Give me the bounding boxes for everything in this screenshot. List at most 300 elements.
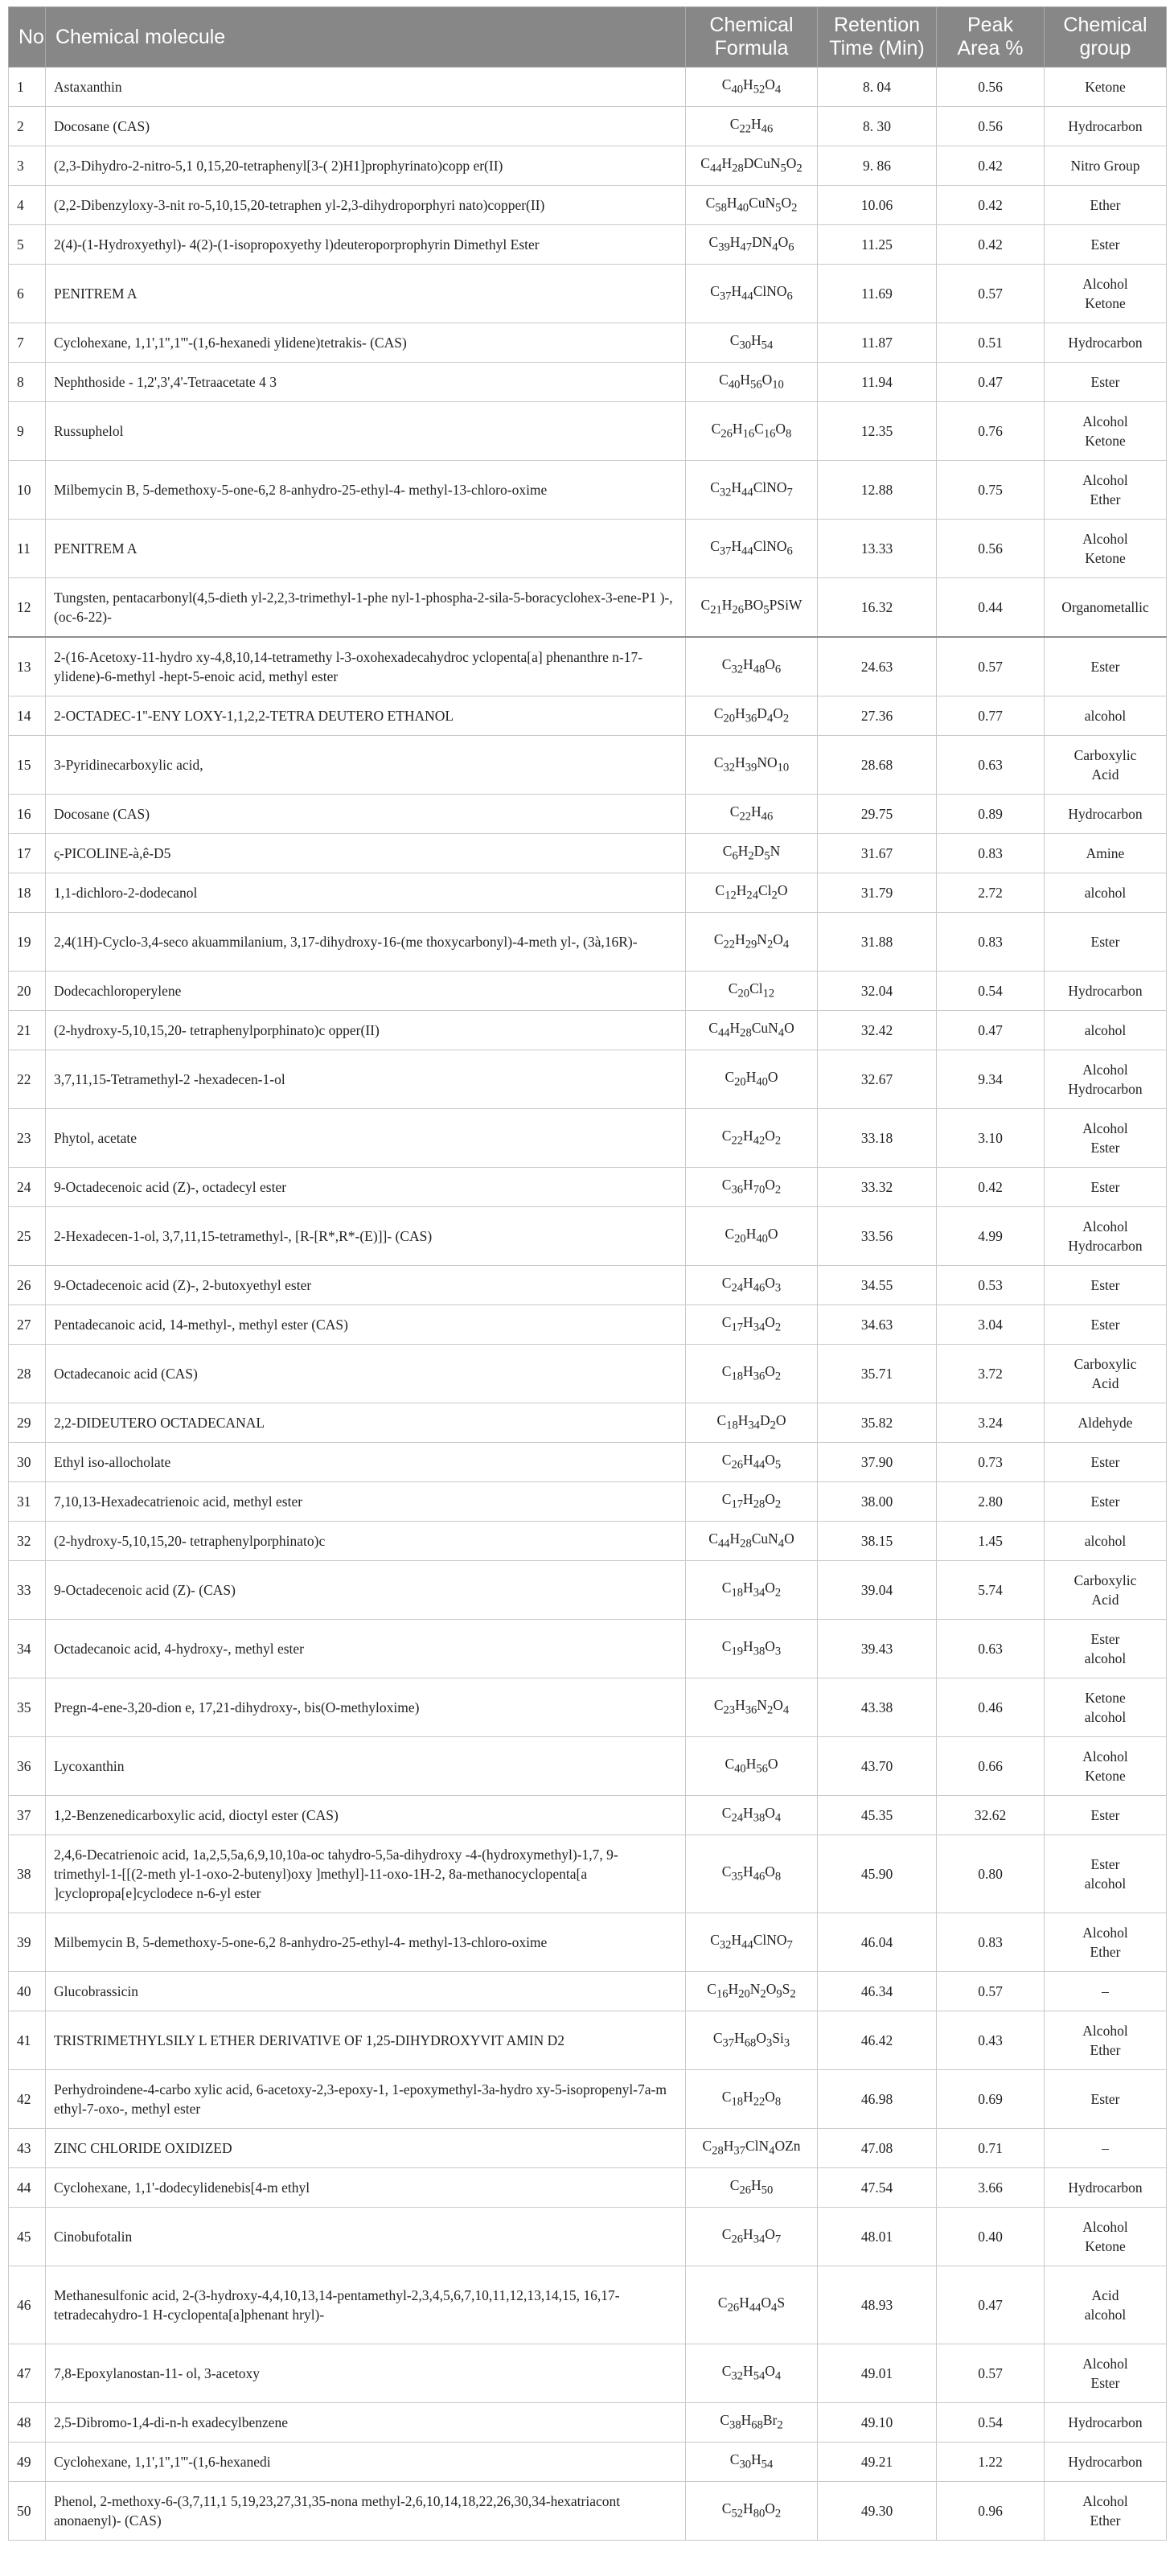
cell-no: 45 — [9, 2208, 46, 2266]
chemical-group-label: Alcohol — [1082, 1218, 1128, 1235]
cell-chemical-molecule: PENITREM A — [46, 520, 686, 578]
cell-no: 2 — [9, 107, 46, 146]
cell-no: 5 — [9, 225, 46, 265]
cell-no: 39 — [9, 1913, 46, 1972]
table-row — [9, 578, 1167, 638]
cell-chemical-group — [1045, 520, 1167, 578]
chemical-group-label: Ether — [1090, 1944, 1121, 1960]
cell-retention-time: 28.68 — [818, 736, 937, 795]
cell-chemical-formula: $C_6H_2D_5N$ — [686, 834, 818, 873]
table-row — [9, 186, 1167, 225]
cell-chemical-formula: $C_{24}H_{38}O_4$ — [686, 1796, 818, 1835]
table-row — [9, 1482, 1167, 1522]
cell-chemical-molecule: Lycoxanthin — [46, 1737, 686, 1796]
cell-peak-area: 5.74 — [937, 1561, 1045, 1620]
cell-chemical-molecule: 3,7,11,15-Tetramethyl-2 -hexadecen-1-ol — [46, 1050, 686, 1109]
cell-retention-time: 43.70 — [818, 1737, 937, 1796]
table-row — [9, 1972, 1167, 2011]
cell-chemical-formula: $C_{26}H_{34}O_7$ — [686, 2208, 818, 2266]
table-row — [9, 68, 1167, 107]
cell-peak-area: 0.42 — [937, 146, 1045, 186]
chemical-group-label: Carboxylic — [1073, 1572, 1137, 1588]
cell-retention-time: 16.32 — [818, 578, 937, 638]
chemical-group-label: Ketone — [1085, 79, 1126, 95]
header-retention-line2: Time (Min) — [829, 37, 925, 60]
chemical-group-label: Hydrocarbon — [1068, 335, 1143, 351]
cell-no: 19 — [9, 913, 46, 972]
cell-chemical-molecule: (2-hydroxy-5,10,15,20- tetraphenylporphinato)c opper(II) — [46, 1011, 686, 1050]
table-row — [9, 2011, 1167, 2070]
cell-peak-area: 0.75 — [937, 461, 1045, 520]
cell-retention-time: 46.04 — [818, 1913, 937, 1972]
table-row — [9, 402, 1167, 461]
cell-retention-time: 39.04 — [818, 1561, 937, 1620]
cell-chemical-molecule: Milbemycin B, 5-demethoxy-5-one-6,2 8-anhydro-25-ethyl-4- methyl-13-chloro-oxime — [46, 1913, 686, 1972]
chemical-group-label: Hydrocarbon — [1068, 1238, 1143, 1254]
cell-peak-area: 2.80 — [937, 1482, 1045, 1522]
cell-retention-time: 48.01 — [818, 2208, 937, 2266]
cell-chemical-formula: $C_{26}H_{50}$ — [686, 2168, 818, 2208]
cell-no: 23 — [9, 1109, 46, 1168]
table-row — [9, 1050, 1167, 1109]
cell-chemical-molecule: Octadecanoic acid, 4-hydroxy-, methyl ester — [46, 1620, 686, 1678]
cell-chemical-formula: $C_{40}H_{56}O_{10}$ — [686, 363, 818, 402]
cell-no: 12 — [9, 578, 46, 638]
cell-peak-area: 0.96 — [937, 2482, 1045, 2541]
chemical-group-label: Acid — [1091, 1592, 1119, 1608]
cell-chemical-molecule: 2,4(1H)-Cyclo-3,4-seco akuammilanium, 3,17-dihydroxy-16-(me thoxycarbonyl)-4-meth yl-, (3à,16R)- — [46, 913, 686, 972]
chemical-group-label: alcohol — [1084, 1533, 1127, 1549]
table-row — [9, 1796, 1167, 1835]
cell-chemical-group — [1045, 186, 1167, 225]
chemical-group-label: Ester — [1090, 1454, 1120, 1470]
cell-retention-time: 49.01 — [818, 2344, 937, 2403]
cell-peak-area: 0.56 — [937, 68, 1045, 107]
cell-retention-time: 27.36 — [818, 696, 937, 736]
cell-no: 3 — [9, 146, 46, 186]
cell-chemical-formula: $C_{44}H_{28}DCuN_5O_2$ — [686, 146, 818, 186]
cell-no: 41 — [9, 2011, 46, 2070]
cell-retention-time: 11.94 — [818, 363, 937, 402]
table-row — [9, 225, 1167, 265]
chemical-group-label: alcohol — [1084, 1876, 1127, 1892]
cell-no: 48 — [9, 2403, 46, 2442]
cell-peak-area: 1.22 — [937, 2442, 1045, 2482]
cell-chemical-formula: $C_{32}H_{44}ClNO_7$ — [686, 1913, 818, 1972]
cell-chemical-molecule: Cinobufotalin — [46, 2208, 686, 2266]
cell-no: 46 — [9, 2266, 46, 2344]
cell-chemical-molecule: 9-Octadecenoic acid (Z)-, octadecyl ester — [46, 1168, 686, 1207]
chemical-group-label: Alcohol — [1082, 1120, 1128, 1136]
table-row — [9, 2403, 1167, 2442]
table-row — [9, 2208, 1167, 2266]
table-row — [9, 2168, 1167, 2208]
cell-peak-area: 0.89 — [937, 795, 1045, 834]
cell-chemical-group — [1045, 1561, 1167, 1620]
cell-no: 21 — [9, 1011, 46, 1050]
chemical-group-label: Alcohol — [1082, 2023, 1128, 2039]
cell-peak-area: 3.66 — [937, 2168, 1045, 2208]
cell-retention-time: 8. 04 — [818, 68, 937, 107]
cell-chemical-formula: $C_{26}H_{44}O_5$ — [686, 1443, 818, 1482]
table-row — [9, 1011, 1167, 1050]
cell-no: 38 — [9, 1835, 46, 1913]
cell-chemical-formula: $C_{38}H_{68}Br_2$ — [686, 2403, 818, 2442]
cell-peak-area: 0.43 — [937, 2011, 1045, 2070]
cell-chemical-formula: $C_{32}H_{48}O_6$ — [686, 637, 818, 696]
table-body — [9, 68, 1167, 2541]
cell-chemical-group — [1045, 2011, 1167, 2070]
cell-retention-time: 33.56 — [818, 1207, 937, 1266]
table-row — [9, 834, 1167, 873]
cell-peak-area: 4.99 — [937, 1207, 1045, 1266]
header-area-line2: Area % — [957, 37, 1024, 60]
header-formula-line2: Formula — [714, 37, 789, 60]
cell-retention-time: 33.32 — [818, 1168, 937, 1207]
header-retention-time — [818, 7, 937, 68]
chemical-group-label: Alcohol — [1082, 2356, 1128, 2372]
cell-chemical-group — [1045, 146, 1167, 186]
cell-chemical-formula: $C_{18}H_{34}O_2$ — [686, 1561, 818, 1620]
cell-no: 15 — [9, 736, 46, 795]
cell-chemical-molecule: Cyclohexane, 1,1'-dodecylidenebis[4-m ethyl — [46, 2168, 686, 2208]
cell-retention-time: 49.21 — [818, 2442, 937, 2482]
cell-chemical-molecule: 2,2-DIDEUTERO OCTADECANAL — [46, 1403, 686, 1443]
cell-peak-area: 0.57 — [937, 265, 1045, 323]
cell-retention-time: 47.08 — [818, 2129, 937, 2168]
cell-no: 25 — [9, 1207, 46, 1266]
cell-chemical-group — [1045, 2168, 1167, 2208]
header-no: No — [9, 7, 46, 68]
table-row — [9, 1913, 1167, 1972]
cell-chemical-group — [1045, 225, 1167, 265]
cell-peak-area: 0.83 — [937, 834, 1045, 873]
cell-peak-area: 0.57 — [937, 637, 1045, 696]
header-peak-area — [937, 7, 1045, 68]
table-row — [9, 461, 1167, 520]
cell-no: 42 — [9, 2070, 46, 2129]
cell-chemical-group — [1045, 2403, 1167, 2442]
chemical-group-label: Acid — [1091, 766, 1119, 783]
cell-retention-time: 13.33 — [818, 520, 937, 578]
cell-chemical-group — [1045, 1443, 1167, 1482]
header-formula-line1: Chemical — [709, 14, 794, 36]
cell-retention-time: 43.38 — [818, 1678, 937, 1737]
chemical-group-label: Ketone — [1085, 2238, 1126, 2254]
cell-chemical-molecule: (2,3-Dihydro-2-nitro-5,1 0,15,20-tetraphenyl[3-( 2)H1]prophyrinato)copp er(II) — [46, 146, 686, 186]
chemical-group-label: Ester — [1090, 374, 1120, 390]
cell-no: 32 — [9, 1522, 46, 1561]
chemical-group-label: Ether — [1090, 2042, 1121, 2058]
cell-chemical-formula: $C_{17}H_{34}O_2$ — [686, 1305, 818, 1345]
table-row — [9, 363, 1167, 402]
cell-chemical-molecule: Astaxanthin — [46, 68, 686, 107]
cell-chemical-molecule: Milbemycin B, 5-demethoxy-5-one-6,2 8-anhydro-25-ethyl-4- methyl-13-chloro-oxime — [46, 461, 686, 520]
table-row — [9, 1620, 1167, 1678]
table-row — [9, 146, 1167, 186]
cell-retention-time: 9. 86 — [818, 146, 937, 186]
cell-retention-time: 31.88 — [818, 913, 937, 972]
chemical-group-label: Ester — [1090, 934, 1120, 950]
chemical-group-label: alcohol — [1084, 708, 1127, 724]
cell-chemical-formula: $C_{40}H_{52}O_4$ — [686, 68, 818, 107]
chemical-group-label: Carboxylic — [1073, 747, 1137, 763]
table-row — [9, 323, 1167, 363]
chemical-group-label: Ether — [1090, 197, 1121, 213]
cell-chemical-formula: $C_{44}H_{28}CuN_4O$ — [686, 1522, 818, 1561]
chemical-group-label: alcohol — [1084, 1022, 1127, 1038]
chemical-group-label: Hydrocarbon — [1068, 2414, 1143, 2430]
cell-no: 31 — [9, 1482, 46, 1522]
cell-chemical-molecule: Docosane (CAS) — [46, 795, 686, 834]
cell-retention-time: 46.42 — [818, 2011, 937, 2070]
cell-peak-area: 2.72 — [937, 873, 1045, 913]
cell-chemical-molecule: 1,1-dichloro-2-dodecanol — [46, 873, 686, 913]
cell-chemical-group — [1045, 1266, 1167, 1305]
table-row — [9, 1345, 1167, 1403]
table-row — [9, 520, 1167, 578]
cell-peak-area: 9.34 — [937, 1050, 1045, 1109]
cell-chemical-group — [1045, 2344, 1167, 2403]
cell-chemical-group — [1045, 578, 1167, 638]
cell-peak-area: 3.04 — [937, 1305, 1045, 1345]
cell-chemical-molecule: Pentadecanoic acid, 14-methyl-, methyl ester (CAS) — [46, 1305, 686, 1345]
cell-retention-time: 35.82 — [818, 1403, 937, 1443]
chemical-group-label: Acid — [1091, 1375, 1119, 1391]
cell-no: 20 — [9, 972, 46, 1011]
chemical-group-label: Ketone — [1085, 433, 1126, 449]
cell-peak-area: 0.83 — [937, 1913, 1045, 1972]
chemical-group-label: Aldehyde — [1078, 1415, 1133, 1431]
header-area-line1: Peak — [967, 14, 1013, 36]
cell-retention-time: 31.79 — [818, 873, 937, 913]
chemical-group-label: alcohol — [1084, 2307, 1127, 2323]
cell-no: 7 — [9, 323, 46, 363]
chemical-group-label: Alcohol — [1082, 413, 1128, 429]
cell-chemical-group — [1045, 1207, 1167, 1266]
cell-no: 13 — [9, 637, 46, 696]
cell-retention-time: 38.15 — [818, 1522, 937, 1561]
cell-chemical-molecule: ς-PICOLINE-à,ê-D5 — [46, 834, 686, 873]
cell-retention-time: 34.55 — [818, 1266, 937, 1305]
cell-chemical-group — [1045, 2266, 1167, 2344]
table-row — [9, 1403, 1167, 1443]
cell-no: 4 — [9, 186, 46, 225]
cell-peak-area: 0.63 — [937, 1620, 1045, 1678]
cell-chemical-molecule: Russuphelol — [46, 402, 686, 461]
cell-chemical-formula: $C_{26}H_{16}C_{16}O_8$ — [686, 402, 818, 461]
cell-peak-area: 0.51 — [937, 323, 1045, 363]
cell-peak-area: 0.66 — [937, 1737, 1045, 1796]
cell-no: 27 — [9, 1305, 46, 1345]
cell-peak-area: 0.54 — [937, 972, 1045, 1011]
cell-peak-area: 0.57 — [937, 1972, 1045, 2011]
cell-retention-time: 11.87 — [818, 323, 937, 363]
cell-chemical-formula: $C_{30}H_{54}$ — [686, 323, 818, 363]
cell-peak-area: 3.72 — [937, 1345, 1045, 1403]
cell-no: 16 — [9, 795, 46, 834]
cell-retention-time: 45.35 — [818, 1796, 937, 1835]
cell-retention-time: 10.06 — [818, 186, 937, 225]
cell-chemical-group — [1045, 107, 1167, 146]
chemical-group-label: Ether — [1090, 491, 1121, 507]
table-row — [9, 1678, 1167, 1737]
cell-no: 8 — [9, 363, 46, 402]
cell-chemical-molecule: Cyclohexane, 1,1',1'',1'''-(1,6-hexanedi ylidene)tetrakis- (CAS) — [46, 323, 686, 363]
chemical-group-label: Hydrocarbon — [1068, 118, 1143, 134]
cell-chemical-molecule: Cyclohexane, 1,1',1'',1'''-(1,6-hexanedi — [46, 2442, 686, 2482]
cell-chemical-molecule: ZINC CHLORIDE OXIDIZED — [46, 2129, 686, 2168]
cell-chemical-group — [1045, 1796, 1167, 1835]
cell-chemical-molecule: 2,5-Dibromo-1,4-di-n-h exadecylbenzene — [46, 2403, 686, 2442]
chemical-group-label: Alcohol — [1082, 2219, 1128, 2235]
cell-chemical-group — [1045, 265, 1167, 323]
cell-peak-area: 0.46 — [937, 1678, 1045, 1737]
cell-chemical-formula: $C_{22}H_{46}$ — [686, 107, 818, 146]
cell-chemical-group — [1045, 1011, 1167, 1050]
cell-chemical-molecule: 9-Octadecenoic acid (Z)- (CAS) — [46, 1561, 686, 1620]
cell-chemical-group — [1045, 1109, 1167, 1168]
cell-chemical-group — [1045, 2208, 1167, 2266]
table-row — [9, 2482, 1167, 2541]
cell-peak-area: 3.24 — [937, 1403, 1045, 1443]
table-row — [9, 1207, 1167, 1266]
cell-chemical-group — [1045, 1305, 1167, 1345]
cell-chemical-formula: $C_{22}H_{46}$ — [686, 795, 818, 834]
cell-retention-time: 12.35 — [818, 402, 937, 461]
cell-no: 33 — [9, 1561, 46, 1620]
cell-peak-area: 0.47 — [937, 1011, 1045, 1050]
cell-no: 37 — [9, 1796, 46, 1835]
cell-no: 10 — [9, 461, 46, 520]
cell-retention-time: 47.54 — [818, 2168, 937, 2208]
table-row — [9, 2266, 1167, 2344]
chemical-group-label: Ketone — [1085, 550, 1126, 566]
cell-chemical-formula: $C_{28}H_{37}ClN_4OZn$ — [686, 2129, 818, 2168]
cell-chemical-group — [1045, 972, 1167, 1011]
cell-chemical-formula: $C_{37}H_{44}ClNO_6$ — [686, 265, 818, 323]
table-row — [9, 107, 1167, 146]
chemical-group-label: Ester — [1090, 1856, 1120, 1872]
cell-chemical-molecule: 1,2-Benzenedicarboxylic acid, dioctyl ester (CAS) — [46, 1796, 686, 1835]
cell-no: 43 — [9, 2129, 46, 2168]
cell-retention-time: 12.88 — [818, 461, 937, 520]
cell-peak-area: 1.45 — [937, 1522, 1045, 1561]
cell-retention-time: 39.43 — [818, 1620, 937, 1678]
chemical-group-label: Carboxylic — [1073, 1356, 1137, 1372]
cell-retention-time: 46.98 — [818, 2070, 937, 2129]
cell-peak-area: 0.80 — [937, 1835, 1045, 1913]
chemical-group-label: Hydrocarbon — [1068, 2454, 1143, 2470]
chemical-group-label: Alcohol — [1082, 1748, 1128, 1765]
cell-peak-area: 0.57 — [937, 2344, 1045, 2403]
table-row — [9, 1305, 1167, 1345]
cell-chemical-group — [1045, 834, 1167, 873]
table-row — [9, 265, 1167, 323]
chemical-group-label: alcohol — [1084, 885, 1127, 901]
cell-peak-area: 0.73 — [937, 1443, 1045, 1482]
cell-chemical-formula: $C_{21}H_{26}BO_5PSiW$ — [686, 578, 818, 638]
table-row — [9, 913, 1167, 972]
cell-chemical-molecule: PENITREM A — [46, 265, 686, 323]
cell-chemical-molecule: Tungsten, pentacarbonyl(4,5-dieth yl-2,2,3-trimethyl-1-phe nyl-1-phospha-2-sila-5-boracyclohex-3-ene-P1 )-, (oc-6-22)- — [46, 578, 686, 638]
cell-chemical-molecule: 2,4,6-Decatrienoic acid, 1a,2,5,5a,6,9,10,10a-oc tahydro-5,5a-dihydroxy -4-(hydroxymethyl)-1,7, 9-trimethyl-1-[[(2-meth yl-1-oxo-2-butenyl)oxy ]methyl]-11-oxo-1H-2, 8a-methanocyclopenta[a ]cyclopropa[e]cyclodece n-6-yl ester — [46, 1835, 686, 1913]
chemical-group-label: Organometallic — [1061, 599, 1149, 615]
cell-chemical-group — [1045, 1168, 1167, 1207]
cell-chemical-formula: $C_{19}H_{38}O_3$ — [686, 1620, 818, 1678]
cell-peak-area: 3.10 — [937, 1109, 1045, 1168]
chemical-group-label: Ester — [1090, 2375, 1120, 2391]
cell-no: 29 — [9, 1403, 46, 1443]
chemical-group-label: Ester — [1090, 1807, 1120, 1823]
cell-chemical-group — [1045, 68, 1167, 107]
table-row — [9, 972, 1167, 1011]
cell-no: 14 — [9, 696, 46, 736]
cell-chemical-formula: $C_{52}H_{80}O_2$ — [686, 2482, 818, 2541]
cell-chemical-formula: $C_{32}H_{44}ClNO_7$ — [686, 461, 818, 520]
table-row — [9, 1266, 1167, 1305]
cell-chemical-molecule: Methanesulfonic acid, 2-(3-hydroxy-4,4,10,13,14-pentamethyl-2,3,4,5,6,7,10,11,12,13,14,15, 16,17-tetradecahydro-1 H-cyclopenta[a]phenant hryl)- — [46, 2266, 686, 2344]
cell-peak-area: 0.53 — [937, 1266, 1045, 1305]
cell-chemical-formula: $C_{17}H_{28}O_2$ — [686, 1482, 818, 1522]
cell-chemical-formula: $C_{23}H_{36}N_2O_4$ — [686, 1678, 818, 1737]
cell-retention-time: 29.75 — [818, 795, 937, 834]
cell-chemical-formula: $C_{18}H_{34}D_2O$ — [686, 1403, 818, 1443]
cell-peak-area: 0.83 — [937, 913, 1045, 972]
chemical-group-label: alcohol — [1084, 1709, 1127, 1725]
chemical-group-label: Ketone — [1085, 295, 1126, 311]
cell-peak-area: 0.77 — [937, 696, 1045, 736]
cell-chemical-formula: $C_{44}H_{28}CuN_4O$ — [686, 1011, 818, 1050]
cell-chemical-molecule: 7,10,13-Hexadecatrienoic acid, methyl ester — [46, 1482, 686, 1522]
cell-chemical-formula: $C_{26}H_{44}O_4S$ — [686, 2266, 818, 2344]
cell-peak-area: 0.56 — [937, 107, 1045, 146]
cell-retention-time: 38.00 — [818, 1482, 937, 1522]
table-row — [9, 696, 1167, 736]
chemical-group-label: Hydrocarbon — [1068, 2180, 1143, 2196]
table-row — [9, 2442, 1167, 2482]
cell-peak-area: 0.69 — [937, 2070, 1045, 2129]
table-row — [9, 1109, 1167, 1168]
cell-chemical-molecule: Phytol, acetate — [46, 1109, 686, 1168]
cell-chemical-molecule: Ethyl iso-allocholate — [46, 1443, 686, 1482]
cell-chemical-molecule: (2,2-Dibenzyloxy-3-nit ro-5,10,15,20-tetraphen yl-2,3-dihydroporphyri nato)copper(II) — [46, 186, 686, 225]
cell-peak-area: 0.54 — [937, 2403, 1045, 2442]
cell-no: 34 — [9, 1620, 46, 1678]
table-row — [9, 873, 1167, 913]
cell-retention-time: 35.71 — [818, 1345, 937, 1403]
cell-chemical-molecule: Glucobrassicin — [46, 1972, 686, 2011]
cell-chemical-formula: $C_{22}H_{29}N_2O_4$ — [686, 913, 818, 972]
cell-chemical-formula: $C_{32}H_{39}NO_{10}$ — [686, 736, 818, 795]
cell-chemical-formula: $C_{18}H_{22}O_8$ — [686, 2070, 818, 2129]
header-retention-line1: Retention — [833, 14, 921, 36]
table-row — [9, 1737, 1167, 1796]
chemical-group-label: Ester — [1090, 236, 1120, 253]
cell-no: 49 — [9, 2442, 46, 2482]
cell-retention-time: 48.93 — [818, 2266, 937, 2344]
chemical-group-label: – — [1102, 2140, 1109, 2156]
chemical-group-label: Hydrocarbon — [1068, 806, 1143, 822]
header-row — [9, 7, 1167, 68]
cell-chemical-molecule: 7,8-Epoxylanostan-11- ol, 3-acetoxy — [46, 2344, 686, 2403]
header-group-line1: Chemical — [1063, 14, 1147, 36]
cell-chemical-group — [1045, 1972, 1167, 2011]
cell-chemical-group — [1045, 795, 1167, 834]
cell-retention-time: 11.25 — [818, 225, 937, 265]
cell-no: 28 — [9, 1345, 46, 1403]
cell-peak-area: 0.56 — [937, 520, 1045, 578]
